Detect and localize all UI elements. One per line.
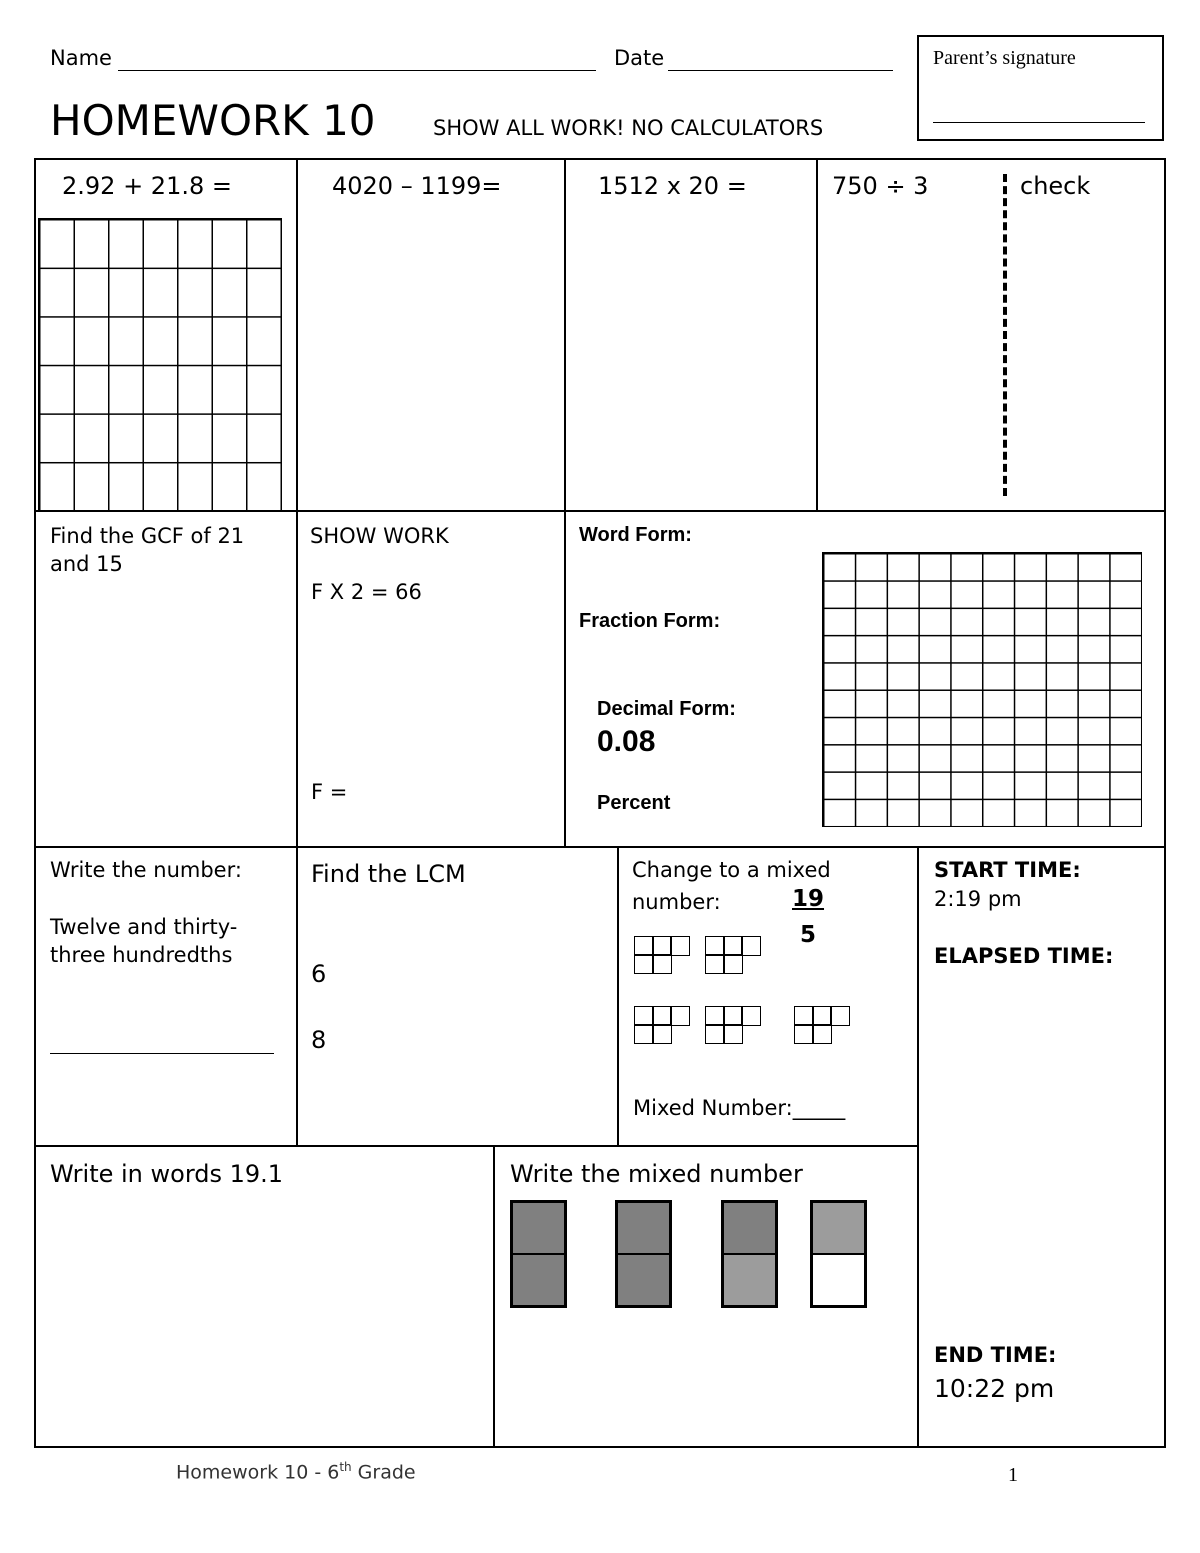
fifth-cell — [723, 1006, 743, 1026]
end-time-label: END TIME: — [934, 1343, 1057, 1367]
fifth-cell — [741, 936, 761, 956]
fifth-cell — [723, 936, 743, 956]
model-half-top — [813, 1203, 864, 1254]
equation: F X 2 = 66 — [311, 580, 422, 604]
hundred-grid — [822, 552, 1142, 827]
model-half-bottom — [724, 1254, 775, 1305]
lcm-number-a: 6 — [311, 960, 327, 988]
problem-addition: 2.92 + 21.8 = — [62, 172, 232, 200]
fifth-cell — [705, 1006, 725, 1026]
write-words-prompt: Write in words 19.1 — [50, 1160, 284, 1188]
number-words-1: Twelve and thirty- — [50, 915, 238, 939]
name-field[interactable] — [118, 44, 600, 72]
mixed-prompt-2: number: — [632, 890, 721, 914]
fifth-cell — [741, 1006, 761, 1026]
page-number: 1 — [1008, 1464, 1018, 1486]
fifth-cell — [670, 1006, 690, 1026]
model-half-top — [513, 1203, 564, 1254]
fraction-form-label: Fraction Form: — [579, 610, 721, 632]
lcm-title: Find the LCM — [311, 860, 466, 888]
fifth-cell — [723, 954, 743, 974]
col-divider — [816, 158, 818, 512]
decimal-form-label: Decimal Form: — [597, 698, 736, 720]
elapsed-time-label: ELAPSED TIME: — [934, 944, 1114, 968]
col-divider — [296, 158, 298, 512]
write-number-prompt: Write the number: — [50, 858, 242, 882]
col-divider — [917, 846, 919, 1448]
col-divider — [564, 158, 566, 512]
problem-multiplication: 1512 x 20 = — [598, 172, 747, 200]
col-divider — [296, 510, 298, 848]
end-time-value: 10:22 pm — [934, 1374, 1055, 1403]
fifths-model — [705, 936, 739, 970]
problem-subtraction: 4020 – 1199= — [332, 172, 502, 200]
fifth-cell — [634, 1006, 654, 1026]
date-field[interactable] — [668, 44, 897, 72]
instructions: SHOW ALL WORK! NO CALCULATORS — [433, 116, 824, 140]
mixed-prompt: Change to a mixed — [632, 858, 831, 882]
lcm-number-b: 8 — [311, 1026, 327, 1054]
fifth-cell — [812, 1024, 832, 1044]
date-underline — [668, 70, 893, 71]
fifth-cell — [652, 954, 672, 974]
fifths-model — [705, 1006, 739, 1040]
model-half-top — [618, 1203, 669, 1254]
fifth-cell — [794, 1006, 814, 1026]
footer-title: Homework 10 - 6th Grade — [176, 1460, 416, 1484]
addition-grid — [38, 218, 282, 512]
f-answer-label: F = — [311, 780, 348, 804]
fraction-numerator: 19 — [792, 886, 825, 912]
page-title: HOMEWORK 10 — [50, 96, 376, 145]
col-divider — [617, 846, 619, 1146]
col-divider — [564, 510, 566, 848]
fifths-model — [634, 936, 668, 970]
number-words-2: three hundredths — [50, 943, 233, 967]
fifth-cell — [830, 1006, 850, 1026]
problem-division: 750 ÷ 3 — [832, 172, 929, 200]
model-bar — [721, 1200, 778, 1308]
signature-label: Parent’s signature — [933, 47, 1076, 69]
fifths-model — [794, 1006, 828, 1040]
row-divider-2 — [34, 846, 1166, 848]
fifth-cell — [812, 1006, 832, 1026]
fifth-cell — [634, 954, 654, 974]
percent-label: Percent — [597, 792, 671, 814]
write-mixed-prompt: Write the mixed number — [510, 1160, 803, 1188]
check-divider — [1003, 174, 1007, 496]
model-bar — [615, 1200, 672, 1308]
start-time-label: START TIME: — [934, 858, 1081, 882]
answer-line — [50, 1053, 274, 1054]
fraction-denominator: 5 — [800, 922, 817, 948]
col-divider — [296, 846, 298, 1146]
name-label: Name — [50, 46, 112, 70]
start-time-value: 2:19 pm — [934, 887, 1022, 911]
fifth-cell — [705, 1024, 725, 1044]
mixed-number-answer: Mixed Number:_____ — [633, 1096, 846, 1120]
word-form-label: Word Form: — [579, 524, 692, 546]
fifth-cell — [652, 1006, 672, 1026]
col-divider — [493, 1145, 495, 1448]
fifth-cell — [652, 936, 672, 956]
fifth-cell — [705, 954, 725, 974]
model-bar — [810, 1200, 867, 1308]
number-answer-field[interactable] — [50, 1026, 278, 1054]
model-half-top — [724, 1203, 775, 1254]
name-underline — [118, 70, 596, 71]
fifth-cell — [794, 1024, 814, 1044]
gcf-prompt-2: and 15 — [50, 552, 123, 576]
check-label: check — [1020, 172, 1091, 200]
gcf-prompt: Find the GCF of 21 — [50, 524, 245, 548]
fifths-model — [634, 1006, 668, 1040]
signature-line — [933, 122, 1145, 123]
model-half-bottom — [618, 1254, 669, 1305]
fifth-cell — [634, 936, 654, 956]
fifth-cell — [634, 1024, 654, 1044]
fifth-cell — [670, 936, 690, 956]
decimal-value: 0.08 — [597, 725, 656, 758]
model-half-bottom — [813, 1254, 864, 1305]
model-bar — [510, 1200, 567, 1308]
fifth-cell — [652, 1024, 672, 1044]
fifth-cell — [705, 936, 725, 956]
fifth-cell — [723, 1024, 743, 1044]
signature-box — [917, 35, 1164, 141]
signature-field[interactable] — [933, 95, 1149, 123]
row-divider-3 — [34, 1145, 918, 1147]
date-label: Date — [614, 46, 665, 70]
show-work-label: SHOW WORK — [310, 524, 449, 548]
model-half-bottom — [513, 1254, 564, 1305]
